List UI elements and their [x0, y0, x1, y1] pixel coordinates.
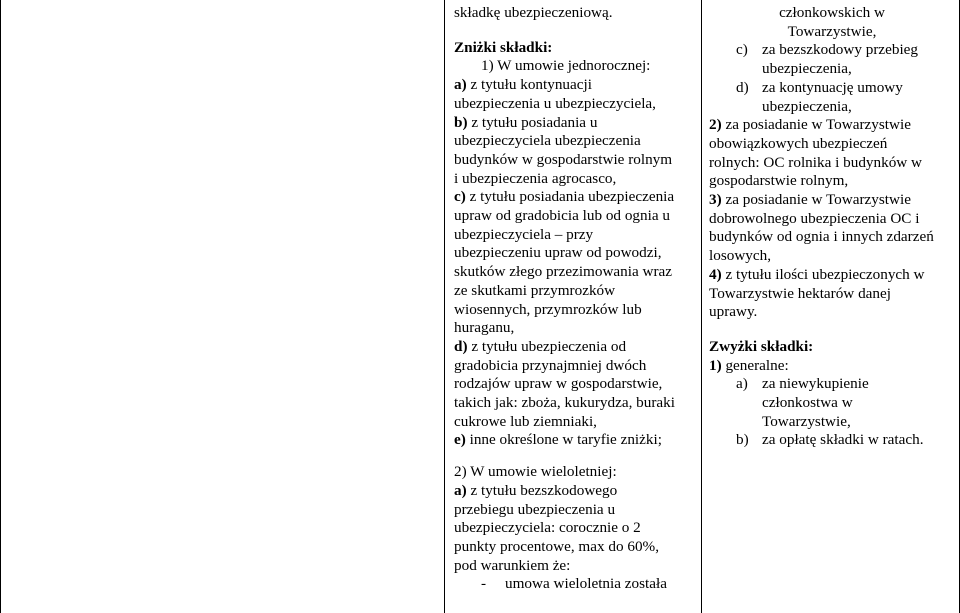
list-item-line: [709, 79, 955, 98]
list-item: [454, 114, 698, 189]
annual-list: [454, 76, 698, 450]
list-item-text: ubezpieczenia,: [762, 60, 852, 78]
list-item-text: z tytułu ubezpieczenia od: [467, 337, 627, 355]
list-item-text: Towarzystwie hektarów danej: [709, 284, 891, 302]
list-item-text: ubezpieczenia,: [762, 97, 852, 115]
list-item-line: [454, 338, 698, 357]
list-item-text: losowych,: [709, 247, 772, 265]
list-item-line: [709, 431, 955, 450]
list-item-text: takich jak: zboża, kukurydza, buraki: [454, 394, 675, 412]
table-border-middle-right: [701, 0, 702, 613]
list-item-text: cukrowe lub ziemniaki,: [454, 412, 597, 430]
list-item-text: z tytułu posiadania ubezpieczenia: [465, 188, 675, 206]
list-item-text: gospodarstwie rolnym,: [709, 172, 849, 190]
list-item-line: [709, 413, 955, 432]
table-border-left: [0, 0, 1, 613]
right-top-lines: [709, 4, 955, 41]
list-item: [709, 41, 955, 78]
right-top-line: Towarzystwie,: [787, 22, 877, 40]
list-item-text: z tytułu bezszkodowego: [466, 481, 618, 499]
list-item-text: za posiadanie w Towarzystwie: [721, 191, 911, 209]
list-item-line: [454, 557, 698, 576]
list-item-marker: 3): [709, 191, 722, 209]
list-item-marker: a): [454, 481, 467, 499]
list-item-line: [709, 172, 955, 191]
right-column: [709, 4, 955, 450]
list-item-marker: d): [454, 337, 468, 355]
increases-heading: Zwyżki składki:: [709, 337, 814, 355]
list-item-line: [709, 210, 955, 229]
list-item-line: [709, 303, 955, 322]
list-item-marker: c): [736, 41, 748, 59]
list-item-marker: c): [454, 188, 466, 206]
general-list: [709, 375, 955, 450]
multi-list: [454, 482, 698, 576]
dash-text: umowa wieloletnia została: [505, 575, 667, 593]
list-item-line: [454, 501, 698, 520]
list-item-text: za niewykupienie: [762, 375, 869, 393]
list-item: [709, 375, 955, 431]
list-item: [454, 431, 698, 450]
list-item-line: [454, 132, 698, 151]
list-item-marker: 2): [709, 116, 722, 134]
list-item-text: punkty procentowe, max do 60%,: [454, 537, 659, 555]
list-item-line: [454, 95, 698, 114]
list-item-line: [709, 98, 955, 117]
list-item-text: upraw od gradobicia lub od ognia u: [454, 207, 670, 225]
list-item-text: inne określone w taryfie zniżki;: [465, 431, 662, 449]
list-item-text: budynków w gospodarstwie rolnym: [454, 150, 673, 168]
multi-heading: 2) W umowie wieloletniej:: [454, 463, 617, 481]
list-item-line: [454, 482, 698, 501]
list-item-line: [454, 319, 698, 338]
list-item-line: [709, 285, 955, 304]
list-item-text: za kontynuację umowy: [762, 78, 903, 96]
list-item-line: [454, 357, 698, 376]
list-item-marker: 4): [709, 265, 722, 283]
list-item-text: ubezpieczyciela ubezpieczenia: [454, 132, 641, 150]
cd-list: [709, 41, 955, 116]
general-marker: 1): [709, 356, 722, 374]
list-item-text: przebiegu ubezpieczenia u: [454, 500, 616, 518]
list-item-line: [454, 76, 698, 95]
list-item-line: [709, 191, 955, 210]
list-item-text: Towarzystwie,: [762, 412, 851, 430]
general-text: generalne:: [721, 356, 789, 374]
list-item: [454, 482, 698, 576]
list-item-line: [454, 151, 698, 170]
list-item-line: [454, 375, 698, 394]
list-item-line: [454, 301, 698, 320]
list-item: [709, 116, 955, 191]
list-item-marker: b): [736, 431, 749, 449]
list-item-line: [454, 244, 698, 263]
list-item-line: [454, 226, 698, 245]
list-item-text: i ubezpieczenia agrocasco,: [454, 169, 617, 187]
list-item-line: [454, 519, 698, 538]
list-item-text: za posiadanie w Towarzystwie: [721, 116, 911, 134]
list-item-text: skutków złego przezimowania wraz: [454, 263, 673, 281]
list-item-text: z tytułu posiadania u: [467, 113, 598, 131]
list-item-line: [454, 413, 698, 432]
list-item: [709, 431, 955, 450]
list-item-text: ubezpieczeniu upraw od powodzi,: [454, 244, 662, 262]
list-item-line: [709, 247, 955, 266]
list-item-line: [454, 207, 698, 226]
general-line: [709, 357, 955, 376]
list-item-line: [454, 431, 698, 450]
list-item-line: [454, 188, 698, 207]
list-item-text: budynków od ognia i innych zdarzeń: [709, 228, 934, 246]
list-item-line: [709, 154, 955, 173]
discounts-heading: Zniżki składki:: [454, 38, 553, 56]
list-item-line: [709, 41, 955, 60]
list-item-text: z tytułu kontynuacji: [466, 76, 592, 94]
list-item-text: huraganu,: [454, 319, 515, 337]
table-border-middle-left: [444, 0, 445, 613]
list-item-text: ubezpieczyciela – przy: [454, 225, 594, 243]
list-item-line: [454, 282, 698, 301]
list-item-text: z tytułu ilości ubezpieczonych w: [721, 265, 925, 283]
dash-marker: -: [481, 575, 487, 593]
list-item-line: [454, 114, 698, 133]
list-item-text: ubezpieczyciela: corocznie o 2: [454, 519, 641, 537]
list-item: [454, 188, 698, 338]
list-item-text: pod warunkiem że:: [454, 556, 571, 574]
list-item-marker: e): [454, 431, 466, 449]
list-item-line: [709, 394, 955, 413]
middle-column: [454, 4, 698, 594]
list-item: [454, 338, 698, 432]
middle-top-line: składkę ubezpieczeniową.: [454, 4, 613, 21]
list-item-text: gradobicia przynajmniej dwóch: [454, 356, 647, 374]
list-item-line: [454, 394, 698, 413]
list-item-line: [709, 228, 955, 247]
list-item: [709, 266, 955, 322]
list-item: [709, 191, 955, 266]
list-item-line: [709, 135, 955, 154]
list-item-line: [709, 60, 955, 79]
list-item-text: za opłatę składki w ratach.: [762, 431, 924, 449]
list-item-line: [709, 116, 955, 135]
right-top-line: członkowskich w: [779, 4, 885, 21]
list-item-line: [454, 170, 698, 189]
list-item-text: za bezszkodowy przebieg: [762, 41, 919, 59]
list-item-marker: d): [736, 78, 749, 96]
list-item-line: [454, 263, 698, 282]
list-item-text: obowiązkowych ubezpieczeń: [709, 134, 888, 152]
list-item: [709, 79, 955, 116]
annual-heading: 1) W umowie jednorocznej:: [481, 57, 651, 75]
list-item-text: rolnych: OC rolnika i budynków w: [709, 153, 923, 171]
dash-line: [454, 575, 698, 594]
list-item: [454, 76, 698, 113]
num-list: [709, 116, 955, 322]
list-item-marker: b): [454, 113, 468, 131]
list-item-line: [709, 266, 955, 285]
list-item-text: dobrowolnego ubezpieczenia OC i: [709, 209, 920, 227]
list-item-text: ze skutkami przymrozków: [454, 281, 616, 299]
list-item-line: [709, 375, 955, 394]
list-item-marker: a): [454, 76, 467, 94]
list-item-text: rodzajów upraw w gospodarstwie,: [454, 375, 663, 393]
list-item-text: uprawy.: [709, 303, 758, 321]
list-item-line: [454, 538, 698, 557]
list-item-text: wiosennych, przymrozków lub: [454, 300, 642, 318]
list-item-text: ubezpieczenia u ubezpieczyciela,: [454, 94, 656, 112]
list-item-marker: a): [736, 375, 748, 393]
list-item-text: członkostwa w: [762, 394, 853, 412]
